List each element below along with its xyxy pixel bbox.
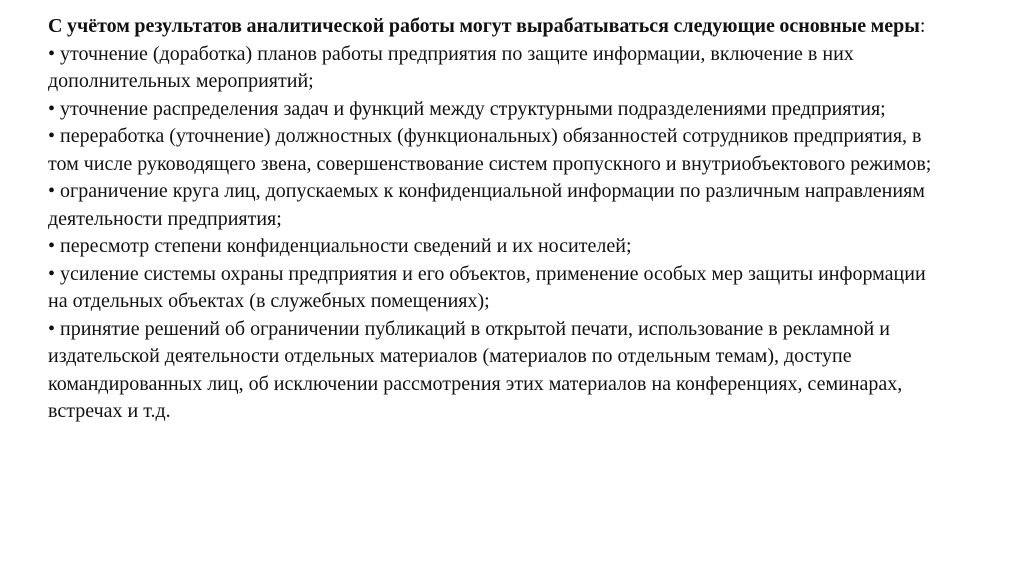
list-item: • уточнение (доработка) планов работы предприятия по защите информации, включение в них дополнительных мероприятий; — [48, 42, 854, 92]
list-item: • принятие решений об ограничении публикаций в открытой печати, использование в рекламной и издательской деятельности отдельных материалов (материалов по отдельным темам), доступе командированных лиц, об исключении рассмотрения этих материалов на конференциях, семинарах, встречах и т.д. — [48, 317, 903, 422]
slide-heading-colon: : — [919, 15, 926, 37]
slide-content — [48, 13, 948, 426]
list-item: • переработка (уточнение) должностных (функциональных) обязанностей сотрудников предприятия, в том числе руководящего звена, совершенствование систем пропускного и внутриобъектового режимов; — [48, 125, 932, 175]
list-item: • ограничение круга лиц, допускаемых к конфиденциальной информации по различным направлениям деятельности предприятия; — [48, 180, 925, 230]
list-item: • пересмотр степени конфиденциальности сведений и их носителей; — [48, 235, 632, 257]
list-item: • уточнение распределения задач и функций между структурными подразделениями предприятия; — [48, 97, 886, 120]
slide-heading — [48, 13, 948, 41]
slide-heading-text: С учётом результатов аналитической работы могут вырабатываться следующие основные меры — [48, 15, 920, 37]
list-item: • усиление системы охраны предприятия и его объектов, применение особых мер защиты информации на отдельных объектах (в служебных помещениях); — [48, 262, 926, 312]
measures-list — [48, 41, 948, 426]
